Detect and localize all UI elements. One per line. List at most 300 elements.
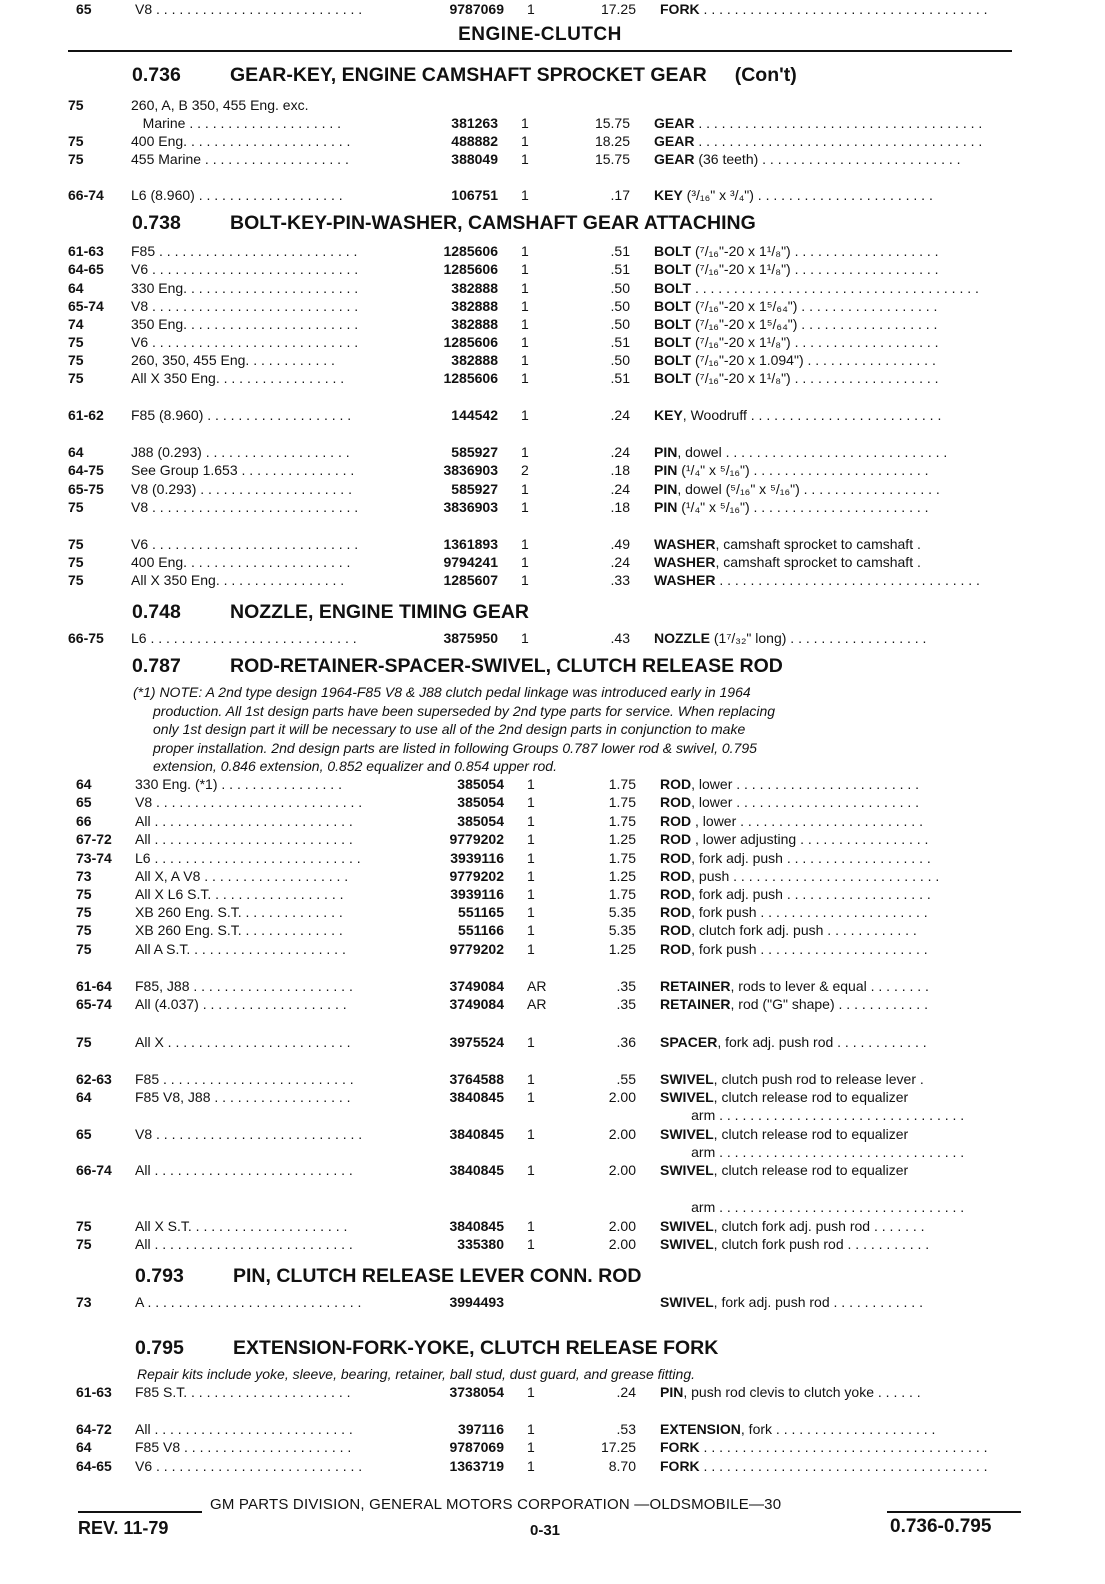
part-name: FORK (660, 1458, 700, 1474)
application: All X 350 Eng. . . . . . . . . . . . . . . . . (131, 370, 345, 386)
application: 350 Eng. . . . . . . . . . . . . . . . . . . . . . . (131, 316, 359, 332)
part-detail: (¹/₄" x ⁵/₁₆") . . . . . . . . . . . . . . . . . . . . . . . (677, 462, 929, 478)
table-row (0, 535, 1105, 553)
part-name: RETAINER (660, 996, 731, 1012)
model-year: 65 (76, 794, 92, 810)
price: .17 (610, 187, 630, 203)
part-number: 3840845 (449, 1126, 504, 1142)
section-number: 0.787 (132, 655, 181, 677)
description (654, 553, 1020, 571)
table-row (0, 297, 1105, 315)
part-number: 9787069 (449, 1, 504, 17)
part-detail: , clutch release rod to equalizer (713, 1126, 909, 1142)
application: V8 . . . . . . . . . . . . . . . . . . . . . . . . . . . (135, 794, 363, 810)
table-row (0, 1033, 1105, 1051)
application: A . . . . . . . . . . . . . . . . . . . . . . . . . . . . (135, 1294, 362, 1310)
section-suffix: (Con't) (734, 64, 797, 86)
part-detail: , dowel (⁵/₁₆" x ⁵/₁₆") . . . . . . . . . . . . . . . . . . (677, 481, 940, 497)
table-row (0, 498, 1105, 516)
part-number: 3840845 (449, 1089, 504, 1105)
price: .51 (610, 334, 630, 350)
quantity: 1 (521, 370, 529, 386)
description (660, 921, 1020, 939)
price: .50 (610, 280, 630, 296)
part-detail: . . . . . . . . . . . . . . . . . . . . . . . . . . . . . . . . . . . . . (699, 1458, 988, 1474)
quantity: 1 (521, 536, 529, 552)
price: .50 (610, 298, 630, 314)
part-name: ROD (660, 813, 692, 829)
table-row (0, 480, 1105, 498)
quantity: 1 (527, 1034, 535, 1050)
part-detail: , clutch fork adj. push rod . . . . . . . (713, 1218, 925, 1234)
description (660, 1457, 1020, 1475)
table-row (0, 406, 1105, 424)
part-name: ROD (660, 941, 692, 957)
application: XB 260 Eng. S.T. . . . . . . . . . . . . . (135, 922, 343, 938)
part-name: WASHER (654, 554, 716, 570)
table-row (0, 793, 1105, 811)
table-row (0, 1457, 1105, 1475)
description (654, 242, 1020, 260)
quantity: 1 (521, 298, 529, 314)
price: 1.25 (608, 941, 636, 957)
application: All (4.037) . . . . . . . . . . . . . . . . . . . (135, 996, 347, 1012)
model-year: 64 (76, 776, 92, 792)
part-number: 335380 (457, 1236, 504, 1252)
application: V6 . . . . . . . . . . . . . . . . . . . . . . . . . . . (131, 261, 359, 277)
model-year: 64-65 (76, 1458, 112, 1474)
section-number: 0.793 (135, 1265, 184, 1287)
design-note (133, 683, 1003, 776)
page-title: ENGINE-CLUTCH (458, 24, 622, 45)
price: 1.75 (608, 813, 636, 829)
quantity: 1 (521, 316, 529, 332)
model-year: 65 (76, 1, 92, 17)
part-detail: (³/₁₆" x ³/₄") . . . . . . . . . . . . . . . . . . . . . . . (682, 187, 933, 203)
footer-rule-left (78, 1511, 202, 1513)
table-row (0, 867, 1105, 885)
table-row (0, 1088, 1105, 1106)
table-row (0, 812, 1105, 830)
description (660, 1143, 1020, 1161)
part-number: 3836903 (443, 499, 498, 515)
price: .36 (616, 1034, 636, 1050)
part-number: 382888 (451, 298, 498, 314)
price: .51 (610, 261, 630, 277)
application: V6 . . . . . . . . . . . . . . . . . . . . . . . . . . . (131, 334, 359, 350)
part-detail: . . . . . . . . . . . . . . . . . . . . . . . . . . . . . . . . . . . . . (699, 1439, 988, 1455)
part-number: 551166 (458, 922, 504, 938)
part-number: 3875950 (443, 630, 498, 646)
part-detail: , fork adj. push . . . . . . . . . . . . . . . . . . . (691, 886, 931, 902)
part-number: 9779202 (449, 868, 504, 884)
part-detail: , push rod clevis to clutch yoke . . . . . . (683, 1384, 921, 1400)
application: V6 . . . . . . . . . . . . . . . . . . . . . . . . . . . (135, 1458, 363, 1474)
revision-label: REV. 11-79 (78, 1518, 169, 1538)
note-line: (*1) NOTE: A 2nd type design 1964-F85 V8 & J88 clutch pedal linkage was introduced early in 1964 (133, 684, 751, 700)
quantity: 1 (527, 1089, 535, 1105)
application: F85 V8 . . . . . . . . . . . . . . . . . . . . . . (135, 1439, 352, 1455)
part-name: SPACER (660, 1034, 718, 1050)
quantity: 1 (521, 572, 529, 588)
table-row (0, 830, 1105, 848)
description (660, 1088, 1020, 1106)
model-year: 73 (76, 868, 92, 884)
model-year: 75 (76, 1034, 92, 1050)
part-name: PIN (654, 499, 678, 515)
model-year: 64-75 (68, 462, 104, 478)
description (654, 535, 1020, 553)
model-year: 66-74 (76, 1162, 112, 1178)
quantity: 1 (521, 151, 529, 167)
description (660, 1070, 1020, 1088)
table-row (0, 279, 1105, 297)
part-name: RETAINER (660, 978, 731, 994)
description (654, 297, 1020, 315)
model-year: 75 (76, 904, 92, 920)
section-number: 0.738 (132, 212, 181, 234)
model-year: 73-74 (76, 850, 112, 866)
price: 1.25 (608, 831, 636, 847)
part-name: WASHER (654, 572, 716, 588)
section-title: BOLT-KEY-PIN-WASHER, CAMSHAFT GEAR ATTACHING (230, 212, 756, 234)
application: F85 (8.960) . . . . . . . . . . . . . . . . . . . (131, 407, 352, 423)
model-year: 65-74 (76, 996, 112, 1012)
part-number: 1285606 (443, 334, 498, 350)
part-name: BOLT (654, 352, 692, 368)
table-row (0, 903, 1105, 921)
description (654, 260, 1020, 278)
table-row (0, 96, 1105, 114)
price: .24 (610, 481, 630, 497)
quantity: 1 (527, 1236, 535, 1252)
section-number: 0.736 (132, 64, 181, 86)
part-number: 9794241 (443, 554, 498, 570)
price: .24 (610, 407, 630, 423)
section-header-0748 (132, 601, 529, 624)
part-name: SWIVEL (660, 1236, 714, 1252)
footer-rule-right (887, 1511, 1021, 1513)
part-detail: (⁷/₁₆"-20 x 1.094") . . . . . . . . . . . . . . . . . (691, 352, 936, 368)
part-detail: (⁷/₁₆"-20 x 1¹/₈") . . . . . . . . . . . . . . . . . . . (691, 243, 939, 259)
description (654, 443, 1020, 461)
application: All . . . . . . . . . . . . . . . . . . . . . . . . . . (135, 831, 353, 847)
price: .51 (610, 243, 630, 259)
price: .55 (616, 1071, 636, 1087)
price: .18 (610, 462, 630, 478)
application: 330 Eng. (*1) . . . . . . . . . . . . . . . . (135, 776, 342, 792)
description (660, 1161, 1020, 1179)
part-number: 9779202 (449, 941, 504, 957)
model-year: 64 (68, 280, 84, 296)
description (660, 1217, 1020, 1235)
quantity: 1 (527, 776, 535, 792)
model-year: 61-63 (68, 243, 104, 259)
quantity: 1 (527, 1126, 535, 1142)
part-name: NOZZLE (654, 630, 710, 646)
table-row (0, 1070, 1105, 1088)
description (660, 1106, 1020, 1124)
part-detail: . . . . . . . . . . . . . . . . . . . . . . . . . . . . . . . . . . . . . (699, 1, 988, 17)
part-number: 9779202 (449, 831, 504, 847)
section-title: NOZZLE, ENGINE TIMING GEAR (230, 601, 530, 623)
section-header-0736 (132, 64, 797, 87)
price: 15.75 (594, 115, 630, 131)
price: 2.00 (608, 1162, 636, 1178)
quantity: 1 (527, 1218, 535, 1234)
model-year: 75 (76, 1218, 92, 1234)
part-detail: , fork push . . . . . . . . . . . . . . . . . . . . . . (691, 904, 928, 920)
part-detail: , fork adj. push rod . . . . . . . . . . . . (713, 1294, 923, 1310)
part-number: 397116 (458, 1421, 504, 1437)
part-detail: (¹/₄" x ⁵/₁₆") . . . . . . . . . . . . . . . . . . . . . . . (677, 499, 929, 515)
part-name: ROD (660, 904, 692, 920)
table-row (0, 443, 1105, 461)
part-number: 3939116 (450, 850, 504, 866)
model-year: 75 (68, 370, 84, 386)
application: See Group 1.653 . . . . . . . . . . . . . . . (131, 462, 355, 478)
application: 455 Marine . . . . . . . . . . . . . . . . . . . (131, 151, 349, 167)
table-row (0, 0, 1105, 18)
part-number: 585927 (451, 444, 498, 460)
model-year: 61-62 (68, 407, 104, 423)
part-name: BOLT (654, 370, 692, 386)
section-header-0738 (132, 212, 756, 235)
application: All X, A V8 . . . . . . . . . . . . . . . . . . . (135, 868, 349, 884)
part-number: 3749084 (449, 978, 504, 994)
application: All . . . . . . . . . . . . . . . . . . . . . . . . . . (135, 1162, 353, 1178)
application: F85 V8, J88 . . . . . . . . . . . . . . . . . . (135, 1089, 351, 1105)
part-number: 3994493 (449, 1294, 504, 1310)
application: V8 (0.293) . . . . . . . . . . . . . . . . . . . . (131, 481, 352, 497)
description (660, 849, 1020, 867)
note-line: proper installation. 2nd design parts are listed in following Groups 0.787 lower rod & swivel, 0.795 (153, 739, 757, 756)
part-name: ROD (660, 776, 692, 792)
section-title: ROD-RETAINER-SPACER-SWIVEL, CLUTCH RELEASE ROD (230, 655, 783, 677)
part-number: 488882 (451, 133, 498, 149)
description (654, 333, 1020, 351)
description (654, 132, 1020, 150)
part-detail: , fork push . . . . . . . . . . . . . . . . . . . . . . (691, 941, 928, 957)
model-year: 75 (76, 1236, 92, 1252)
model-year: 66-74 (68, 187, 104, 203)
part-detail: (⁷/₁₆"-20 x 1⁵/₆₄") . . . . . . . . . . . . . . . . . . (691, 316, 938, 332)
price: .49 (610, 536, 630, 552)
table-row (0, 1217, 1105, 1235)
quantity: 1 (521, 352, 529, 368)
part-number: 3840845 (449, 1162, 504, 1178)
part-number: 3738054 (449, 1384, 504, 1400)
part-detail: (⁷/₁₆"-20 x 1¹/₈") . . . . . . . . . . . . . . . . . . . (691, 370, 939, 386)
price: .24 (610, 444, 630, 460)
part-detail: , clutch release rod to equalizer (713, 1089, 909, 1105)
part-name: GEAR (654, 133, 695, 149)
table-row (0, 629, 1105, 647)
model-year: 75 (68, 572, 84, 588)
part-name: BOLT (654, 298, 692, 314)
table-row (0, 333, 1105, 351)
description (660, 977, 1020, 995)
quantity: AR (527, 996, 547, 1012)
description (660, 0, 1020, 18)
part-number: 3840845 (449, 1218, 504, 1234)
application: XB 260 Eng. S.T. . . . . . . . . . . . . . (135, 904, 343, 920)
price: 8.70 (608, 1458, 636, 1474)
footer-publisher: GM PARTS DIVISION, GENERAL MOTORS CORPORATION —OLDSMOBILE—30 (210, 1496, 782, 1513)
part-detail: . . . . . . . . . . . . . . . . . . . . . . . . . . . . . . . . . . . . . (691, 280, 979, 296)
table-row (0, 1438, 1105, 1456)
application: V6 . . . . . . . . . . . . . . . . . . . . . . . . . . . (131, 536, 359, 552)
table-row (0, 315, 1105, 333)
part-detail: arm . . . . . . . . . . . . . . . . . . . . . . . . . . . . . . . . (660, 1199, 965, 1215)
model-year: 75 (68, 352, 84, 368)
quantity: 1 (521, 280, 529, 296)
application: L6 . . . . . . . . . . . . . . . . . . . . . . . . . . . (131, 630, 357, 646)
description (654, 186, 1020, 204)
part-detail: (⁷/₁₆"-20 x 1¹/₈") . . . . . . . . . . . . . . . . . . . (691, 334, 939, 350)
table-row (0, 1383, 1105, 1401)
description (654, 351, 1020, 369)
table-row (0, 1106, 1105, 1124)
part-number: 3836903 (443, 462, 498, 478)
table-row (0, 114, 1105, 132)
application: 330 Eng. . . . . . . . . . . . . . . . . . . . . . . (131, 280, 359, 296)
part-name: ROD (660, 850, 692, 866)
price: 2.00 (608, 1089, 636, 1105)
application: F85 . . . . . . . . . . . . . . . . . . . . . . . . . . (131, 243, 358, 259)
top-rule (68, 50, 1012, 52)
part-detail: , dowel . . . . . . . . . . . . . . . . . . . . . . . . . . . . . (677, 444, 948, 460)
section-title: GEAR-KEY, ENGINE CAMSHAFT SPROCKET GEAR (230, 64, 707, 86)
part-number: 385054 (457, 794, 504, 810)
application: All X . . . . . . . . . . . . . . . . . . . . . . . . (135, 1034, 351, 1050)
quantity: 1 (527, 1162, 535, 1178)
part-detail: , fork . . . . . . . . . . . . . . . . . . . . . (740, 1421, 936, 1437)
part-name: ROD (660, 886, 692, 902)
part-number: 3975524 (449, 1034, 504, 1050)
section-title: EXTENSION-FORK-YOKE, CLUTCH RELEASE FORK (233, 1337, 719, 1359)
description (654, 150, 1020, 168)
model-year: 64 (76, 1089, 92, 1105)
part-number: 385054 (457, 813, 504, 829)
description (660, 793, 1020, 811)
quantity: 1 (521, 261, 529, 277)
price: .50 (610, 316, 630, 332)
price: .24 (616, 1384, 636, 1400)
price: 15.75 (594, 151, 630, 167)
part-detail: , clutch fork adj. push . . . . . . . . . . . . (691, 922, 917, 938)
part-name: FORK (660, 1, 700, 17)
quantity: 1 (527, 850, 535, 866)
model-year: 75 (68, 499, 84, 515)
table-row (0, 132, 1105, 150)
price: .35 (616, 978, 636, 994)
application: All X S.T. . . . . . . . . . . . . . . . . . . . . (135, 1218, 348, 1234)
part-name: SWIVEL (660, 1294, 714, 1310)
part-number: 1361893 (443, 536, 498, 552)
table-row (0, 260, 1105, 278)
part-detail: , clutch release rod to equalizer (713, 1162, 909, 1178)
part-detail: , fork adj. push . . . . . . . . . . . . . . . . . . . (691, 850, 931, 866)
description (660, 940, 1020, 958)
table-row (0, 369, 1105, 387)
application: All . . . . . . . . . . . . . . . . . . . . . . . . . . (135, 1421, 353, 1437)
application: All X 350 Eng. . . . . . . . . . . . . . . . . (131, 572, 345, 588)
table-row (0, 1143, 1105, 1161)
part-detail: , rod ("G" shape) . . . . . . . . . . . . (730, 996, 928, 1012)
part-name: SWIVEL (660, 1162, 714, 1178)
quantity: 1 (527, 794, 535, 810)
part-name: WASHER (654, 536, 716, 552)
model-year: 65 (76, 1126, 92, 1142)
description (654, 571, 1020, 589)
application: V8 . . . . . . . . . . . . . . . . . . . . . . . . . . . (131, 298, 359, 314)
application: V8 . . . . . . . . . . . . . . . . . . . . . . . . . . . (135, 1126, 363, 1142)
description (660, 885, 1020, 903)
application: 260, 350, 455 Eng. . . . . . . . . . . . (131, 352, 335, 368)
part-number: 3749084 (449, 996, 504, 1012)
description (660, 812, 1020, 830)
description (660, 1033, 1020, 1051)
table-row (0, 150, 1105, 168)
part-name: ROD (660, 922, 692, 938)
quantity: 1 (527, 904, 535, 920)
application: All X L6 S.T. . . . . . . . . . . . . . . . . . (135, 886, 344, 902)
part-detail: . . . . . . . . . . . . . . . . . . . . . . . . . . . . . . . . . . (715, 572, 980, 588)
part-number: 382888 (451, 316, 498, 332)
description (660, 1438, 1020, 1456)
application: 400 Eng. . . . . . . . . . . . . . . . . . . . . . (131, 554, 351, 570)
application: F85, J88 . . . . . . . . . . . . . . . . . . . . . (135, 978, 353, 994)
part-name: SWIVEL (660, 1126, 714, 1142)
table-row (0, 351, 1105, 369)
part-name: PIN (654, 444, 678, 460)
part-detail: , clutch push rod to release lever . (713, 1071, 924, 1087)
part-detail: . . . . . . . . . . . . . . . . . . . . . . . . . . . . . . . . . . . . . (694, 133, 983, 149)
price: 17.25 (600, 1, 636, 17)
part-number: 381263 (451, 115, 498, 131)
model-year: 74 (68, 316, 84, 332)
quantity: 1 (527, 1, 535, 17)
table-row (0, 571, 1105, 589)
application: Marine . . . . . . . . . . . . . . . . . . . . (131, 115, 342, 131)
price: .24 (610, 554, 630, 570)
description (660, 1125, 1020, 1143)
part-number: 3764588 (449, 1071, 504, 1087)
model-year: 65-74 (68, 298, 104, 314)
description (654, 315, 1020, 333)
application: F85 . . . . . . . . . . . . . . . . . . . . . . . . . (135, 1071, 354, 1087)
model-year: 64 (76, 1439, 92, 1455)
part-name: SWIVEL (660, 1071, 714, 1087)
quantity: 1 (521, 334, 529, 350)
table-row (0, 186, 1105, 204)
description (660, 1198, 1020, 1216)
part-number: 382888 (451, 352, 498, 368)
price: 1.75 (608, 850, 636, 866)
part-number: 1363719 (449, 1458, 504, 1474)
application: L6 . . . . . . . . . . . . . . . . . . . . . . . . . . . (135, 850, 361, 866)
quantity: 2 (521, 462, 529, 478)
repair-kit-note: Repair kits include yoke, sleeve, bearing, retainer, ball stud, dust guard, and grease fitting. (137, 1366, 695, 1382)
section-number: 0.748 (132, 601, 181, 623)
description (660, 1293, 1020, 1311)
description (654, 461, 1020, 479)
page-number: 0-31 (530, 1522, 561, 1539)
quantity: 1 (527, 886, 535, 902)
section-header-0793 (135, 1265, 641, 1288)
part-name: SWIVEL (660, 1089, 714, 1105)
